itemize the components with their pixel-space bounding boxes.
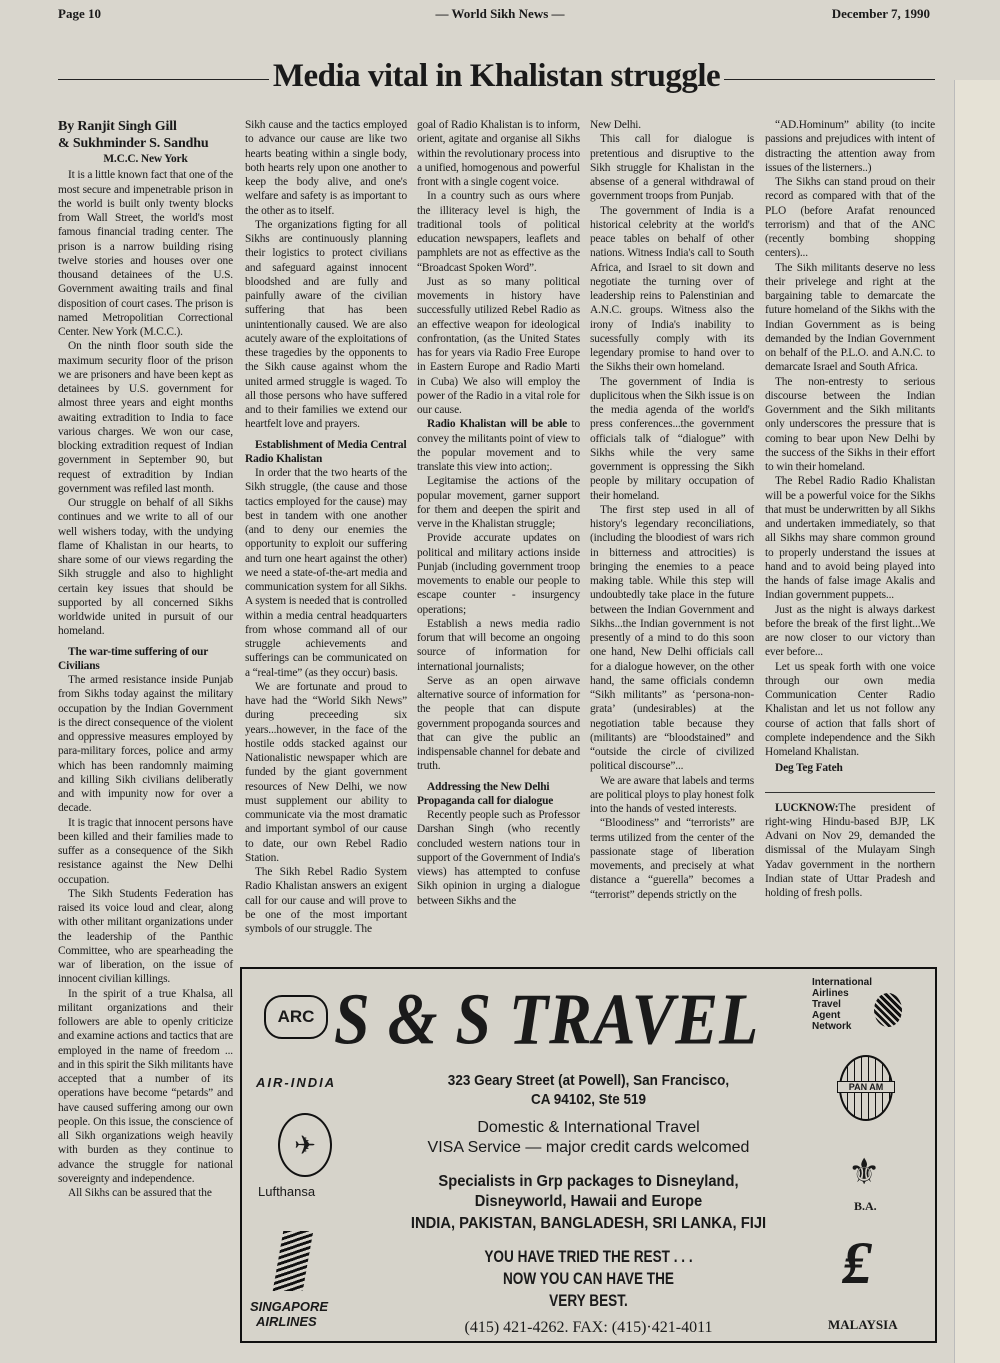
byline bbox=[58, 118, 233, 135]
malaysia-logo: MALAYSIA bbox=[828, 1317, 898, 1332]
iatan-text: Network bbox=[812, 1021, 852, 1032]
paragraph bbox=[765, 261, 935, 375]
singapore-bird-icon bbox=[273, 1231, 314, 1291]
paragraph-text: We are fortunate and proud to have had the “World Sikh News” during preceeding six years...however, in the face of the hostile odds stacked against our Nationalistic newspaper which are funded by the giant government resources of New Delhi, we now must supplement our ability to communicate via the most dramatic and important symbol of our cause to date, our own Rebel Radio Station. bbox=[245, 680, 407, 864]
paragraph-text: Establish a news media radio forum that will become an ongoing source of information for international journalists; bbox=[417, 617, 580, 673]
subheading bbox=[417, 780, 580, 809]
paragraph bbox=[58, 887, 233, 987]
paragraph-text: “AD.Hominum” ability (to incite passions and prejudices with intent of distracting the attention away from issues of the listerners..) bbox=[765, 119, 935, 174]
phone-fax: (415) 421-4262. FAX: (415)·421-4011 bbox=[464, 1319, 713, 1336]
special-line-2: Disneyworld, Hawaii and Europe bbox=[474, 1193, 703, 1210]
paragraph bbox=[765, 660, 935, 760]
paragraph-text: Establishment of Media Central Radio Khalistan bbox=[245, 438, 407, 465]
ba-logo: B.A. bbox=[854, 1199, 877, 1213]
paragraph bbox=[765, 175, 935, 261]
paragraph-text: The organizations figting for all Sikhs are continuously planning their logistics to protect civilians and safeguard against innocent bloodshed and are fully and painfully aware of the civilian suffering that has been unintentionally caused. We are also acutely aware of the exploitations of these tragedies by the opponents to the Sikh cause against whom the united armed struggle is waged. To all those persons who have suffered and to their families we extend our heartfelt love and prayers. bbox=[245, 218, 407, 431]
destination-countries: INDIA, PAKISTAN, BANGLADESH, SRI LANKA, FIJI bbox=[410, 1215, 767, 1232]
arc-logo: ARC bbox=[264, 995, 328, 1039]
agency-name: S & S TRAVEL bbox=[334, 978, 760, 1060]
paragraph-text: M.C.C. New York bbox=[103, 153, 188, 165]
travel-advertisement bbox=[240, 967, 937, 1343]
paragraph-text: Legitamise the actions of the popular movement, garner support for them and deepen the spirit and verve in the Khalistan struggle; bbox=[417, 475, 580, 530]
paragraph-text: The government of India is a historical celebrity at the world's peace tables on behalf of other nations. Witness India's call to South Africa, and Israel to sit down and negotiate the turning over of leadership reins to Palenstinian and A.N.C. groups. Witness also the irony of India's inability to sucessfully comply with its legendary promise to hand over to the Sikhs their own homeland. bbox=[590, 204, 754, 374]
paragraph-text: All Sikhs can be assured that the bbox=[68, 1187, 212, 1199]
newspaper-name: — World Sikh News — bbox=[435, 6, 565, 21]
subheading bbox=[245, 438, 407, 467]
paragraph bbox=[417, 617, 580, 674]
paragraph-text: On the ninth floor south side the maximum security floor of the prison we are prisoners and have been kept as detainees by U.S. government for almost three years and eight months awaiting extradition to India to face various charges. We won our case, blocking extradition request of Indian government in September 90, but request of extradition by Indian government was refiled last month. bbox=[58, 340, 233, 495]
iatan-text: Travel bbox=[812, 999, 841, 1010]
paragraph bbox=[765, 474, 935, 602]
malaysia-kite-icon: ₤ bbox=[842, 1230, 872, 1296]
article-column-1 bbox=[58, 118, 233, 1200]
paragraph bbox=[245, 865, 407, 936]
lufthansa-crane-icon: ✈ bbox=[278, 1113, 332, 1177]
paragraph bbox=[590, 132, 754, 203]
singapore-airlines-logo bbox=[250, 1299, 328, 1329]
service-line-2: VISA Service — major credit cards welcomed bbox=[427, 1139, 750, 1156]
issue-date: December 7, 1990 bbox=[831, 6, 930, 21]
paragraph-text: The Sikh Rebel Radio System Radio Khalistan answers an exigent call for our cause and will prove to be one of the most important symbols of our struggle. The bbox=[245, 866, 407, 935]
paragraph bbox=[417, 417, 580, 474]
special-line-1: Specialists in Grp packages to Disneyland, bbox=[438, 1173, 739, 1190]
address-line-2: CA 94102, Ste 519 bbox=[530, 1091, 647, 1108]
paragraph-text: Sikh cause and the tactics employed to advance our cause are like two hearts beating within a single body, both hearts rely upon one another to keep the body alive, and one's welfare and safety is as important to the other as to itself. bbox=[245, 119, 407, 217]
headline: Media vital in Khalistan struggle bbox=[269, 58, 724, 94]
paragraph-text: & Sukhminder S. Sandhu bbox=[58, 136, 209, 151]
lead-in: Radio Khalistan will be able bbox=[427, 418, 568, 431]
paragraph bbox=[417, 808, 580, 908]
paragraph-text: Provide accurate updates on political and military actions inside Punjab (including government troop movements to enable our people to escape counter - insurgency operations; bbox=[417, 532, 580, 616]
iatan-logo bbox=[812, 977, 872, 1032]
slogan-line-1: YOU HAVE TRIED THE REST . . . bbox=[484, 1247, 693, 1266]
paragraph-text: The war-time suffering of our Civilians bbox=[58, 645, 208, 672]
paragraph-text: In a country such as ours where the illiteracy level is high, the traditional tools of political education newspapers, leaflets and pamphlets are not as effective as the “Broadcast Spoken Word”. bbox=[417, 190, 580, 274]
paragraph bbox=[245, 218, 407, 432]
paragraph bbox=[245, 118, 407, 218]
paragraph bbox=[590, 774, 754, 817]
paragraph-text: Just as so many political movements in history have successfully utilized Rebel Radio as an effective weapon for ideological confrontation, (as the United States has for years via Radio Free Europe in Eastern Europe and Radio Marti in Cuba) We also will employ the power of the Radio in a vital role for our cause. bbox=[417, 275, 580, 416]
paragraph bbox=[590, 375, 754, 503]
paragraph-text: New Delhi. bbox=[590, 119, 642, 131]
paragraph-text: The non-entresty to serious discourse between the Indian Government and the Sikh militants only underscores the pressure that is coming to bear upon New Delhi by the success of the Sikhs in their effort to win their homeland. bbox=[765, 375, 935, 473]
service-line-1: Domestic & International Travel bbox=[477, 1119, 700, 1136]
iatan-globe-icon bbox=[874, 993, 902, 1027]
dateline bbox=[58, 152, 233, 166]
paragraph-text: It is a little known fact that one of the most secure and impenetrable prison in the world is built only twenty blocks from Wall Street, the world's most famous financial trading center. The prison is a narrow building rising twelve stories and houses over one thousand detainees of the U.S. Government awaiting trails and final disposition of court cases. The prison is named Metropolitian Correctional Center. New York (M.C.C.). bbox=[58, 169, 233, 338]
singapore-text: AIRLINES bbox=[256, 1314, 317, 1329]
article-column-5 bbox=[765, 118, 935, 900]
paragraph-text: In order that the two hearts of the Sikh struggle, (the cause and those tactics employed for the cause) may best in tandem with one another (and to deny our enemies the opportunity to exploit our suffering and turn one heart against the other) we need a state-of-the-art media and communication system for all Sikhs. A system is needed that is controlled within a media central headquarters from whose command all of our struggle achievements and sufferings can be communicated on a “real-time” (as they occur) basis. bbox=[245, 467, 407, 679]
paragraph bbox=[245, 680, 407, 865]
iatan-text: Airlines bbox=[812, 988, 849, 999]
paragraph bbox=[417, 275, 580, 418]
lufthansa-logo: Lufthansa bbox=[258, 1184, 316, 1199]
article-column-3 bbox=[417, 118, 580, 908]
headline-block bbox=[58, 58, 935, 98]
paragraph bbox=[58, 168, 233, 339]
paragraph-text: The first step used in all of history's legendary reconciliations, (including the bloodiest of wars rich in bitterness and attrocities) is bringing the enemies to a peace making table. While this step will undoubtedly take place in the future between the Indian Government and Sikhs...the Indian government is not presently of a mind to do this soon one hand, New Delhi officials call for a dialogue however, on the other hand, the same officials condemn “Sikh militants” as ‘persona-non-grata’ (undesirables) at the negotiation table because they (militants) are “bloodstained” and “outside the circle of civilized political discourse”... bbox=[590, 503, 754, 773]
byline bbox=[58, 135, 233, 152]
paragraph bbox=[58, 496, 233, 639]
paragraph bbox=[417, 531, 580, 617]
paragraph-text: The armed resistance inside Punjab from Sikhs today against the military occupation by the Indian Government is the direct consequence of the violent and oppressive measures employed by para-military forces, police and army which has been randomnly maiming and killing Sikh civilians deliberatly and with impunity now for over a decade. bbox=[58, 674, 233, 815]
news-brief bbox=[765, 792, 935, 901]
lead-in: LUCKNOW: bbox=[775, 801, 839, 814]
sign-off bbox=[765, 761, 935, 775]
paragraph-text: “Bloodiness” and “terrorists” are terms utilized from the center of the passionate stage of liberation movements, and precisely at what distance a “guerella” becomes a “terrorist” depends strictly on the bbox=[590, 817, 754, 901]
paragraph bbox=[245, 466, 407, 680]
paragraph-text: The Rebel Radio Radio Khalistan will be a powerful voice for the Sikhs that must be underwritten by all Sikhs and undertaken immediately, so that all Sikhs may share common ground to properly understand the issues at hand and to avoid being played into the hands of false image Akalis and Indian government puppets... bbox=[765, 475, 935, 602]
singapore-text: SINGAPORE bbox=[250, 1299, 329, 1314]
paragraph bbox=[417, 474, 580, 531]
paragraph-text: We are aware that labels and terms are political ploys to play honest folk into the hands of vested interests. bbox=[590, 774, 754, 815]
paragraph bbox=[58, 987, 233, 1187]
paragraph bbox=[58, 816, 233, 887]
paragraph bbox=[590, 204, 754, 375]
paragraph bbox=[590, 816, 754, 902]
air-india-logo: AIR-INDIA bbox=[256, 1075, 337, 1090]
paragraph bbox=[590, 503, 754, 774]
paragraph bbox=[58, 339, 233, 496]
paragraph-text: In the spirit of a true Khalsa, all militant organizations and their followers are able to openly criticize and examine actions and tactics that are employed in the name of freedom ... and in this spirit the Sikh militants have accepted that a number of its operations have become “petards” and have caused suffering among our own people. On this issue, the conscience of all Sikh organizations weigh heavily with burden as they continue to advance the struggle for national sovereignty and independence. bbox=[58, 987, 233, 1185]
scan-ruler bbox=[954, 80, 1000, 1363]
paragraph-text: to convey the militants point of view to the popular movement and to translate this view into action;. bbox=[417, 418, 580, 473]
ba-crest-icon: ⚜ bbox=[848, 1151, 881, 1192]
paragraph-text: goal of Radio Khalistan is to inform, orient, agitate and organise all Sikhs within the revolutionary process into a unified, homogenous and powerful front with a single cogent voice. bbox=[417, 119, 580, 188]
pan-am-logo: PAN AM bbox=[837, 1081, 895, 1093]
paragraph bbox=[417, 189, 580, 275]
paragraph bbox=[58, 1186, 233, 1200]
paragraph bbox=[417, 118, 580, 189]
paragraph-text: The government of India is duplicitous when the Sikh issue is on the media agenda of the world's press conferences...the government officials talk of “dialogue” with Sikhs while the very same government is oppressing the Sikh people by military occupation of their homeland. bbox=[590, 375, 754, 502]
paragraph bbox=[765, 375, 935, 475]
paragraph-text: Addressing the New Delhi Propaganda call for dialogue bbox=[417, 780, 554, 807]
pan-am-globe-icon bbox=[839, 1055, 893, 1121]
paragraph bbox=[765, 118, 935, 175]
paragraph-text: The Sikh militants deserve no less their privelege and right at the bargaining table to demarcate the future homeland of the Sikhs with the Indian Government as is being demanded by the Indian Government on behalf of the P.L.O. and A.N.C. to demarcate Israel and South Africa. bbox=[765, 261, 935, 374]
paragraph-text: Serve as an open airwave alternative source of information for the people that can dispute government propoganda sources and that can give the public an indispensable channel for debate and truth. bbox=[417, 674, 580, 773]
paragraph bbox=[58, 673, 233, 816]
paragraph-text: This call for dialogue is pretentious and disruptive to the Sikh struggle for Khalistan in the absense of a general withdrawal of government troops from Punjab. bbox=[590, 133, 754, 203]
subheading bbox=[58, 645, 233, 674]
slogan-line-3: VERY BEST. bbox=[549, 1291, 628, 1310]
page-number: Page 10 bbox=[58, 6, 101, 21]
paragraph-text: The Sikhs can stand proud on their record as compared with that of the PLO (before Arafat renounced terrorism) and that of the ANC (recently bombing shopping centers)... bbox=[765, 176, 935, 260]
paragraph-text: Let us speak forth with one voice through our own media Communication Center Radio Khalistan and let us not follow any course of action that falls short of complete independence and the Sikh Homeland Khalistan. bbox=[765, 660, 935, 758]
paragraph bbox=[590, 118, 754, 132]
paragraph-text: Deg Teg Fateh bbox=[775, 762, 843, 775]
paragraph-text: Recently people such as Professor Darshan Singh (who recently concluded western nations tour in support of the Government of India's views) has attempted to confuse Sikh opinion in urging a dialogue between Sikhs and the bbox=[417, 809, 580, 907]
paragraph bbox=[417, 674, 580, 774]
paragraph-text: It is tragic that innocent persons have been killed and their families made to suffer as a consequence of the Sikh resistance against the New Delhi occupation. bbox=[58, 816, 233, 886]
article-column-4 bbox=[590, 118, 754, 902]
article-column-2 bbox=[245, 118, 407, 936]
iatan-text: International bbox=[812, 977, 873, 988]
address-line-1: 323 Geary Street (at Powell), San Francisco, bbox=[447, 1072, 730, 1089]
paragraph-text: Our struggle on behalf of all Sikhs continues and we write to all of our well wishers today, with the undying flame of Khalistan in our hearts, to share some of our views regarding the Sikh struggle and also to highlight certain key issues that should be supported by all concerned Sikhs worldwide united in pursuit of our homeland. bbox=[58, 497, 233, 638]
paragraph-text: By Ranjit Singh Gill bbox=[58, 119, 177, 134]
iatan-text: Agent bbox=[812, 1010, 841, 1021]
paragraph-text: The Sikh Students Federation has raised its voice loud and clear, along with other militant organizations under the leadership of the Panthic Committee, who are spearheading the war of liberation, on the issue of innocent civilian killings. bbox=[58, 887, 233, 986]
paragraph-text: The president of right-wing Hindu-based BJP, LK Advani on Nov 29, demanded the dismissal of the Mulayam Singh Yadav government in the northern Indian state of Uttar Pradesh and holding of fresh polls. bbox=[765, 801, 935, 899]
paragraph bbox=[765, 603, 935, 660]
slogan-line-2: NOW YOU CAN HAVE THE bbox=[502, 1269, 675, 1288]
paragraph-text: Just as the night is always darkest before the break of the first light...We are now closer to our victory than ever before... bbox=[765, 603, 935, 659]
